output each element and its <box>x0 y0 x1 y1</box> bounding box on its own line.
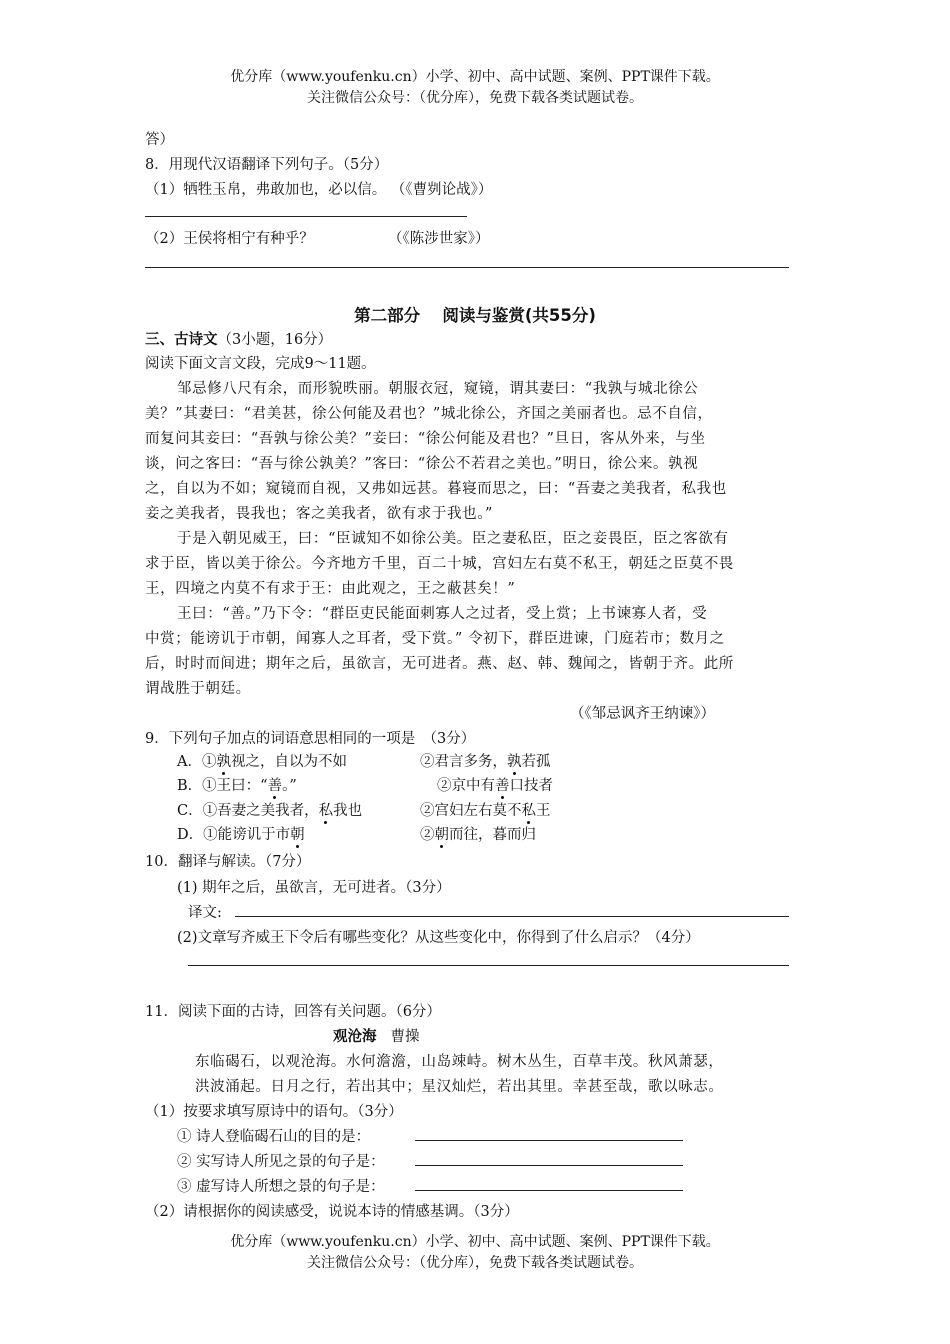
passage-line: 而复问其妾曰：“吾孰与徐公美？”妾曰：“徐公何能及君也？”旦日，客从外来，与坐 <box>145 431 706 447</box>
answer-line-8-2[interactable] <box>145 267 789 268</box>
option-text: 能谤讥于市 <box>217 827 291 843</box>
option-text: 我也 <box>333 803 363 819</box>
poem-heading <box>333 1025 420 1046</box>
footer-line-2: 关注微信公众号：（优分库），免费下载各类试题试卷。 <box>307 1255 643 1271</box>
section-3-label: 三、古诗文 <box>145 332 218 348</box>
passage-line: 王曰：“善。”乃下令：“群臣吏民能面刺寡人之过者，受上赏；上书谏寡人者，受 <box>177 606 708 622</box>
passage-line: 后，时时而间进；期年之后，虽欲言，无可进者。燕、赵、韩、魏闻之，皆朝于齐。此所 <box>145 656 734 672</box>
section-3-heading <box>145 328 332 349</box>
question-10-stem: 10．翻译与解读。（7分） <box>145 854 311 870</box>
question-9-option-a-second <box>420 750 551 771</box>
question-9-option-c-second <box>420 799 551 820</box>
answer-line-10-1[interactable] <box>235 916 789 917</box>
option-text: ②京中有 <box>437 778 495 794</box>
option-text: 口技者 <box>509 778 553 794</box>
answer-line-11-2[interactable] <box>415 1165 683 1166</box>
option-text: ② <box>420 827 435 843</box>
section-3-info: （3小题，16分） <box>217 332 333 348</box>
answer-line-8-1[interactable] <box>145 216 467 217</box>
header-line-2: 关注微信公众号：（优分库），免费下载各类试题试卷。 <box>307 90 643 106</box>
option-label: B．① <box>177 778 217 794</box>
option-text: 而往，暮而归 <box>449 827 536 843</box>
passage-line: 妾之美我者，畏我也；客之美我者，欲有求于我也。” <box>145 506 494 522</box>
poem-title: 观沧海 <box>333 1029 377 1045</box>
answer-line-11-1[interactable] <box>415 1140 683 1141</box>
dotted-word: 朝 <box>434 827 449 843</box>
option-text: ②君言多务， <box>420 754 507 770</box>
section-3-intro: 阅读下面文言文段，完成9～11题。 <box>145 356 376 372</box>
passage-line: 邹忌修八尺有余，而形貌昳丽。朝服衣冠，窥镜，谓其妻曰：“我孰与城北徐公 <box>177 381 699 397</box>
passage-line: 谈，问之客曰：“吾与徐公孰美？”客曰：“徐公不若君之美也。”明日，徐公来。孰视 <box>145 456 699 472</box>
fragment-text: 答） <box>145 132 174 148</box>
option-label: C．① <box>177 803 218 819</box>
header-line-1: 优分库（www.youfenku.cn）小学、初中、高中试题、案例、PPT课件下载。 <box>230 69 720 85</box>
question-9-option-b-second <box>437 774 553 795</box>
dotted-word: 善 <box>267 778 283 794</box>
option-text: 王 <box>536 803 551 819</box>
question-10-part-1: (1) 期年之后，虽欲言，无可进者。（3分） <box>177 880 451 896</box>
passage-line: 美？”其妻曰：“君美甚，徐公何能及君也？”城北徐公，齐国之美丽者也。忌不自信， <box>145 406 713 422</box>
passage-line: 于是入朝见威王，曰：“臣诚知不如徐公美。臣之妻私臣，臣之妾畏臣，臣之客欲有 <box>177 531 729 547</box>
option-text: 视之，自以为不如 <box>230 754 347 770</box>
question-9-option-d[interactable] <box>177 823 305 844</box>
fill-item-1: ① 诗人登临碣石山的目的是： <box>177 1129 371 1145</box>
answer-line-11-3[interactable] <box>415 1190 683 1191</box>
translation-label: 译文: <box>188 905 222 921</box>
question-11-part-2: （2）请根据你的阅读感受，说说本诗的情感基调。（3分） <box>145 1204 519 1220</box>
question-9-option-d-second <box>420 823 536 844</box>
question-9-option-b[interactable] <box>177 774 297 795</box>
passage-line: 中赏；能谤讥于市朝，闻寡人之耳者，受下赏。” 令初下，群臣进谏，门庭若市；数月之 <box>145 631 725 647</box>
part-2-title: 第二部分 阅读与鉴赏(共55分) <box>354 306 596 325</box>
question-9-option-a[interactable] <box>177 750 347 771</box>
option-label: A．① <box>177 754 217 770</box>
poem-line-2: 洪波涌起。日月之行，若出其中；星汉灿烂，若出其里。幸甚至哉，歌以咏志。 <box>195 1079 724 1095</box>
question-8-part-1: （1）牺牲玉帛，弗敢加也，必以信。 （《曹刿论战》） <box>145 182 493 198</box>
question-11-stem: 11．阅读下面的古诗，回答有关问题。（6分） <box>145 1004 441 1020</box>
footer-line-1: 优分库（www.youfenku.cn）小学、初中、高中试题、案例、PPT课件下载。 <box>230 1234 720 1250</box>
question-8-stem: 8．用现代汉语翻译下列句子。（5分） <box>145 157 389 173</box>
question-9-stem: 9．下列句子加点的词语意思相同的一项是 （3分） <box>145 731 476 747</box>
poem-line-1: 东临碣石，以观沧海。水何澹澹，山岛竦峙。树木丛生，百草丰茂。秋风萧瑟， <box>195 1054 724 1070</box>
passage-source: （《邹忌讽齐王纳谏》） <box>570 706 715 722</box>
dotted-word: 孰 <box>507 754 522 770</box>
question-8-part-2-source: （《陈涉世家》） <box>388 231 490 247</box>
poem-author: 曹操 <box>390 1029 420 1045</box>
question-10-part-2: (2)文章写齐威王下令后有哪些变化？从这些变化中，你得到了什么启示？（4分） <box>177 930 700 946</box>
question-11-part-1: （1）按要求填写原诗中的语句。（3分） <box>145 1104 403 1120</box>
passage-line: 求于臣，皆以美于徐公。今齐地方千里，百二十城，宫妇左右莫不私王，朝廷之臣莫不畏 <box>145 556 734 572</box>
passage-line: 之，自以为不如；窥镜而自视，又弗如远甚。暮寝而思之，曰：“吾妻之美我者，私我也 <box>145 481 727 497</box>
dotted-word: 朝 <box>290 827 305 843</box>
passage-line: 谓战胜于朝廷。 <box>145 681 251 697</box>
passage-line: 王，四境之内莫不有求于王：由此观之，王之蔽甚矣！” <box>145 581 516 597</box>
answer-line-10-2[interactable] <box>188 965 789 966</box>
option-label: D．① <box>177 827 218 843</box>
question-8-part-2: （2）王侯将相宁有种乎？ <box>145 231 314 247</box>
option-text: 王曰：“ <box>216 778 268 794</box>
question-9-option-c[interactable] <box>177 799 362 820</box>
option-text: 吾妻之美我者， <box>217 803 319 819</box>
dotted-word: 私 <box>318 803 334 819</box>
fill-item-3: ③ 虚写诗人所想之景的句子是： <box>177 1179 385 1195</box>
option-text: ②宫妇左右莫不 <box>420 803 522 819</box>
dotted-word: 私 <box>521 803 536 819</box>
dotted-word: 孰 <box>216 754 231 770</box>
fill-item-2: ② 实写诗人所见之景的句子是： <box>177 1154 385 1170</box>
option-text: 若孤 <box>521 754 551 770</box>
dotted-word: 善 <box>495 778 510 794</box>
option-text: 。” <box>282 778 297 794</box>
